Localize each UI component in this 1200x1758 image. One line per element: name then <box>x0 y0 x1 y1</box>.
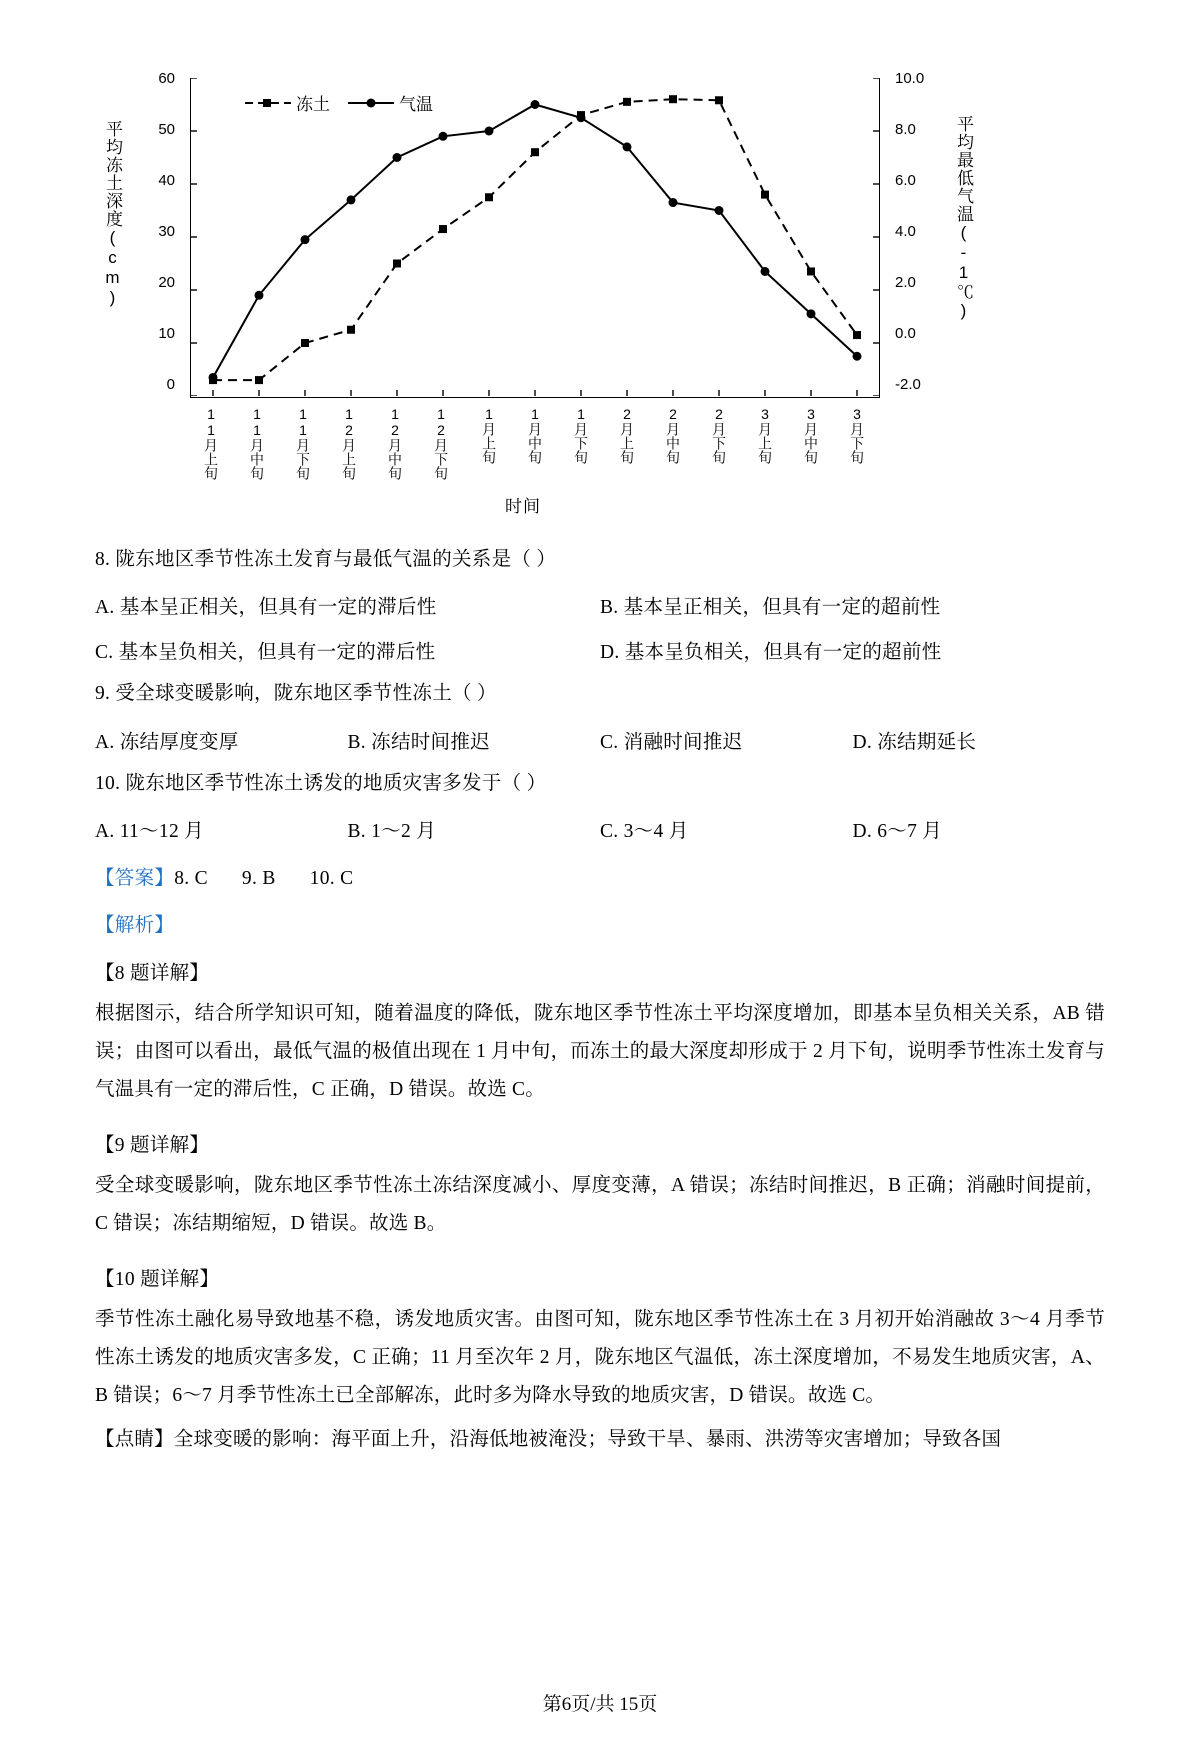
answer-8: 8. C <box>174 867 208 889</box>
y-right-tick-6: 6.0 <box>895 172 916 189</box>
option-8-A[interactable]: A. 基本呈正相关，但具有一定的滞后性 <box>95 597 437 619</box>
option-9-D[interactable]: D. 冻结期延长 <box>852 731 977 753</box>
chart-svg <box>191 78 879 396</box>
document-page <box>0 60 1200 1758</box>
x-tick-7: 1月中旬 <box>527 406 543 464</box>
answer-label: 【答案】 <box>95 867 175 889</box>
x-tick-4: 12月中旬 <box>387 406 403 480</box>
chart-x-axis-title: 时间 <box>505 497 541 516</box>
analysis-text-8: 根据图示，结合所学知识可知，随着温度的降低，陇东地区季节性冻土平均深度增加，即基本呈负相关关系，AB 错误；由图可以看出，最低气温的极值出现在 1 月中旬，而冻土的最大深度却形成于 2 月下旬，说明季节性冻土发育与气温具有一定的滞后性，C 正确，D 错误。故选 C。 <box>95 1002 1105 1100</box>
analysis-label: 【解析】 <box>95 914 175 936</box>
chart-plot-area <box>190 78 880 398</box>
legend-label-frozen: 冻土 <box>296 95 330 114</box>
x-tick-8: 1月下旬 <box>573 406 589 464</box>
x-tick-1: 11月中旬 <box>249 406 265 480</box>
option-9-C[interactable]: C. 消融时间推迟 <box>600 731 743 753</box>
question-10-options <box>95 815 1105 843</box>
y-right-tick-4: 4.0 <box>895 223 916 240</box>
y-right-tick-10: 10.0 <box>895 70 925 87</box>
option-10-B[interactable]: B. 1～2 月 <box>347 820 437 842</box>
y-left-tick-0: 0 <box>166 376 175 393</box>
chart-y-right-title: 平均最低气温(-1℃) <box>954 115 973 321</box>
legend-solid-line-icon <box>348 97 394 109</box>
question-10-stem: 10. 陇东地区季节性冻土诱发的地质灾害多发于（ ） <box>95 772 547 794</box>
y-left-tick-50: 50 <box>158 121 175 138</box>
question-8-options-2 <box>95 636 1105 664</box>
analysis-final-note: 【点睛】全球变暖的影响：海平面上升，沿海低地被淹没；导致干旱、暴雨、洪涝等灾害增加；导致各国 <box>95 1428 1002 1450</box>
y-right-tick-2: 2.0 <box>895 274 916 291</box>
legend-label-temp: 气温 <box>399 95 433 114</box>
legend-item-frozen <box>245 90 330 115</box>
legend-item-temp <box>348 90 433 115</box>
chart-legend <box>245 90 433 115</box>
y-left-tick-30: 30 <box>158 223 175 240</box>
x-tick-2: 11月下旬 <box>295 406 311 480</box>
analysis-head-10: 【10 题详解】 <box>95 1268 220 1290</box>
chart-y-left-title: 平均冻土深度(cm) <box>103 120 122 308</box>
x-tick-3: 12月上旬 <box>341 406 357 480</box>
option-8-D[interactable]: D. 基本呈负相关，但具有一定的超前性 <box>600 642 942 664</box>
option-9-A[interactable]: A. 冻结厚度变厚 <box>95 731 239 753</box>
chart-figure <box>105 60 1115 530</box>
x-tick-12: 3月上旬 <box>757 406 773 464</box>
x-tick-10: 2月中旬 <box>665 406 681 464</box>
question-9-stem: 9. 受全球变暖影响，陇东地区季节性冻土（ ） <box>95 683 497 705</box>
option-10-D[interactable]: D. 6～7 月 <box>852 820 943 842</box>
answer-line <box>95 862 1105 890</box>
answer-10: 10. C <box>309 867 354 889</box>
x-tick-9: 2月上旬 <box>619 406 635 464</box>
x-tick-14: 3月下旬 <box>849 406 865 464</box>
analysis-head-9: 【9 题详解】 <box>95 1134 210 1156</box>
question-9-options <box>95 726 1105 754</box>
y-left-tick-10: 10 <box>158 325 175 342</box>
option-8-C[interactable]: C. 基本呈负相关，但具有一定的滞后性 <box>95 642 436 664</box>
legend-dashed-line-icon <box>245 97 291 109</box>
question-8-stem: 8. 陇东地区季节性冻土发育与最低气温的关系是（ ） <box>95 549 557 570</box>
option-10-A[interactable]: A. 11～12 月 <box>95 820 204 842</box>
option-9-B[interactable]: B. 冻结时间推迟 <box>347 731 490 753</box>
page-footer: 第6页/共 15页 <box>542 1694 658 1715</box>
analysis-head-8: 【8 题详解】 <box>95 962 210 984</box>
x-tick-11: 2月下旬 <box>711 406 727 464</box>
analysis-text-10: 季节性冻土融化易导致地基不稳，诱发地质灾害。由图可知，陇东地区季节性冻土在 3 月初开始消融故 3～4 月季节性冻土诱发的地质灾害多发，C 正确；11 月至次年 2 月，陇东地区气温低，冻土深度增加，不易发生地质灾害，A、B 错误；6～7 月季节性冻土已全部解冻，此时多为降水导致的地质灾害，D 错误。故选 C。 <box>95 1308 1105 1406</box>
y-left-tick-20: 20 <box>158 274 175 291</box>
x-tick-13: 3月中旬 <box>803 406 819 464</box>
answer-9: 9. B <box>241 867 276 889</box>
option-10-C[interactable]: C. 3～4 月 <box>600 820 689 842</box>
option-8-B[interactable]: B. 基本呈正相关，但具有一定的超前性 <box>600 597 941 619</box>
y-right-tick-m2: -2.0 <box>895 376 921 393</box>
analysis-text-9: 受全球变暖影响，陇东地区季节性冻土冻结深度减小、厚度变薄，A 错误；冻结时间推迟，B 正确；消融时间提前，C 错误；冻结期缩短，D 错误。故选 B。 <box>95 1174 1105 1234</box>
x-tick-0: 11月上旬 <box>203 406 219 480</box>
y-left-tick-60: 60 <box>158 70 175 87</box>
x-tick-6: 1月上旬 <box>481 406 497 464</box>
question-8-options <box>95 591 1105 619</box>
y-right-tick-8: 8.0 <box>895 121 916 138</box>
x-tick-5: 12月下旬 <box>433 406 449 480</box>
y-right-tick-0: 0.0 <box>895 325 916 342</box>
y-left-tick-40: 40 <box>158 172 175 189</box>
